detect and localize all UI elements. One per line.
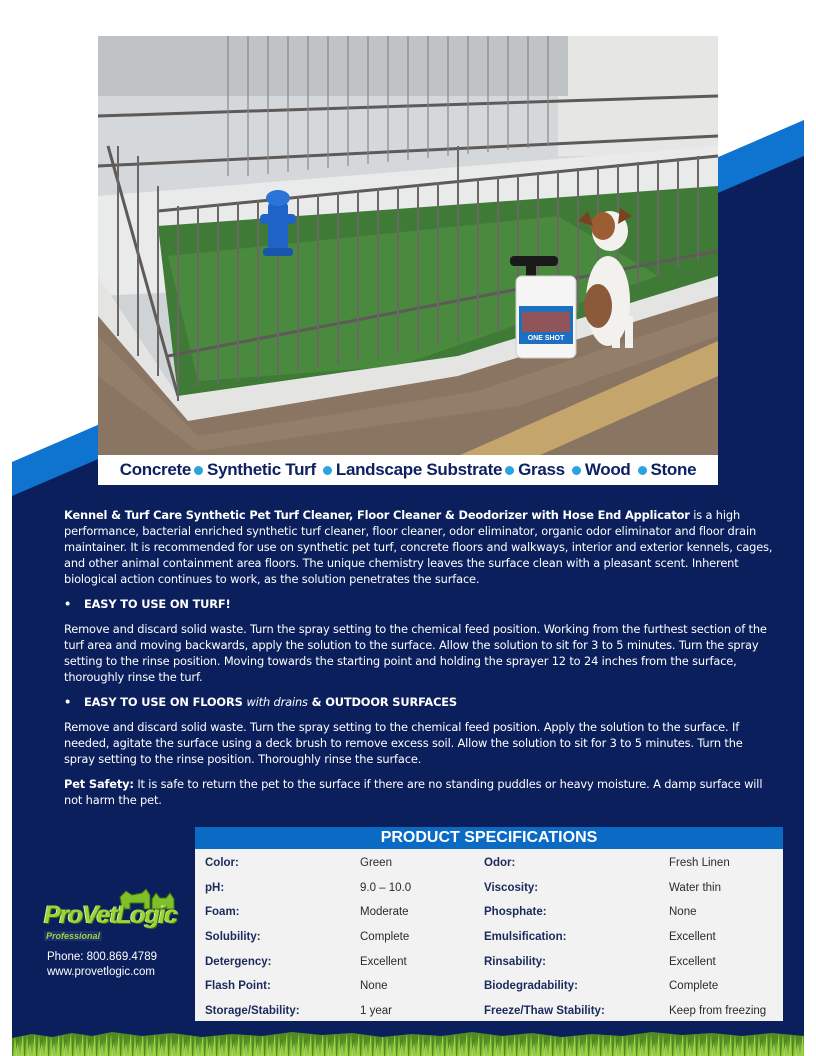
website-link[interactable]: www.provetlogic.com [47, 966, 156, 978]
floors-instructions: Remove and discard solid waste. Turn the spray setting to the chemical feed position. Apply the solution to the surface. If needed, agitate the surface using a deck brush to remove excess soil. Allow the solution to sit for 3 to 5 minutes. Turn the spray setting to the rinse position. Thoroughly rinse the surface. [64, 720, 743, 766]
spec-label: Odor: [484, 857, 516, 869]
spec-value: Fresh Linen [669, 857, 730, 869]
contact-info [47, 950, 157, 980]
spec-value: 1 year [360, 1005, 392, 1018]
surface-wood: Wood [584, 460, 631, 479]
floors-heading [64, 694, 776, 710]
pet-safety-text: It is safe to return the pet to the surface if there are no standing puddles or heavy moisture. A damp surface will not harm the pet. [64, 777, 763, 807]
pet-safety-paragraph [64, 776, 776, 808]
bullet-dot-icon [638, 466, 647, 475]
phone-number: Phone: 800.869.4789 [47, 951, 157, 963]
spec-label: pH: [205, 881, 225, 894]
surfaces-bar [98, 455, 718, 485]
spec-value: 9.0 – 10.0 [360, 881, 412, 894]
bullet-dot-icon [323, 466, 332, 475]
grass-border-decoration [12, 1030, 804, 1056]
turf-heading [64, 596, 776, 612]
turf-heading-text: EASY TO USE ON TURF! [84, 597, 231, 611]
spec-label: Solubility: [205, 931, 261, 944]
bullet-dot-icon [194, 466, 203, 475]
spec-value: Moderate [360, 906, 409, 919]
spec-value: Keep from freezing [669, 1005, 767, 1018]
surface-landscape-substrate: Landscape Substrate [335, 460, 503, 479]
spec-value: Water thin [669, 881, 721, 894]
surface-concrete: Concrete [119, 460, 192, 479]
bullet-dot-icon [505, 466, 514, 475]
floors-heading-part1: EASY TO USE ON FLOORS [84, 695, 247, 709]
intro-text: is a high performance, bacterial enriched synthetic turf cleaner, floor cleaner, odor eliminator, organic odor eliminator and floor drain maintainer. It is recommended for use on synthetic pet turf, concrete floors and walkways, interior and exterior kennels, cages, and other animal containment area floors. The unique chemistry leaves the surface clean with a pleasant scent. Inherent biological action continues to work, as the solution penetrates the surface. [64, 508, 773, 586]
svg-text:ONE SHOT: ONE SHOT [527, 335, 565, 342]
intro-paragraph [64, 507, 776, 587]
spec-value: Excellent [669, 955, 716, 968]
provetlogic-logo [40, 887, 180, 947]
spec-value: Excellent [360, 955, 407, 968]
spec-value: None [360, 980, 388, 993]
spec-value: None [669, 906, 697, 919]
spec-label: Storage/Stability: [205, 1005, 300, 1018]
spec-label: Emulsification: [484, 931, 567, 944]
floors-heading-italic: with drains [246, 695, 308, 709]
spec-label: Freeze/Thaw Stability: [484, 1005, 605, 1018]
floors-heading-part2: & OUTDOOR SURFACES [307, 695, 457, 709]
bullet-dot-icon [572, 466, 581, 475]
spec-value: Complete [360, 931, 410, 944]
spec-value: Green [360, 857, 392, 869]
surface-grass: Grass [518, 460, 565, 479]
product-name: Kennel & Turf Care Synthetic Pet Turf Cleaner, Floor Cleaner & Deodorizer with Hose End Applicator [64, 508, 690, 522]
hero-photo [98, 36, 718, 456]
turf-instructions: Remove and discard solid waste. Turn the spray setting to the chemical feed position. Working from the furthest section of the turf area and moving backwards, apply the solution to the surface. Allow the solution to sit for 3 to 5 minutes. Turn the spray setting to the rinse position. Moving towards the starting point and holding the sprayer 12 to 24 inches from the surface, thoroughly rinse the turf. [64, 622, 767, 684]
surface-synthetic-turf: Synthetic Turf [207, 460, 316, 479]
product-description [64, 507, 776, 817]
logo-text: ProVetLogic [44, 901, 178, 929]
spec-label: Detergency: [205, 955, 272, 968]
spec-label: Biodegradability: [484, 980, 578, 993]
spec-value: Complete [669, 980, 719, 993]
spec-label: Flash Point: [205, 980, 271, 993]
spec-value: Excellent [669, 931, 716, 944]
spec-label: Color: [205, 857, 239, 869]
logo-subtitle: Professional [46, 931, 101, 941]
spec-label: Foam: [205, 906, 240, 919]
bullet-icon: • [64, 597, 72, 611]
product-specifications-table [194, 826, 784, 1022]
bullet-icon: • [64, 695, 72, 709]
surface-stone: Stone [650, 460, 697, 479]
spec-label: Phosphate: [484, 906, 547, 919]
specs-title: PRODUCT SPECIFICATIONS [195, 827, 783, 849]
pet-safety-label: Pet Safety: [64, 777, 134, 791]
spec-label: Viscosity: [484, 881, 539, 894]
specs-grid [195, 849, 783, 1026]
floors-heading-text [84, 694, 457, 710]
spec-label: Rinsability: [484, 955, 546, 968]
